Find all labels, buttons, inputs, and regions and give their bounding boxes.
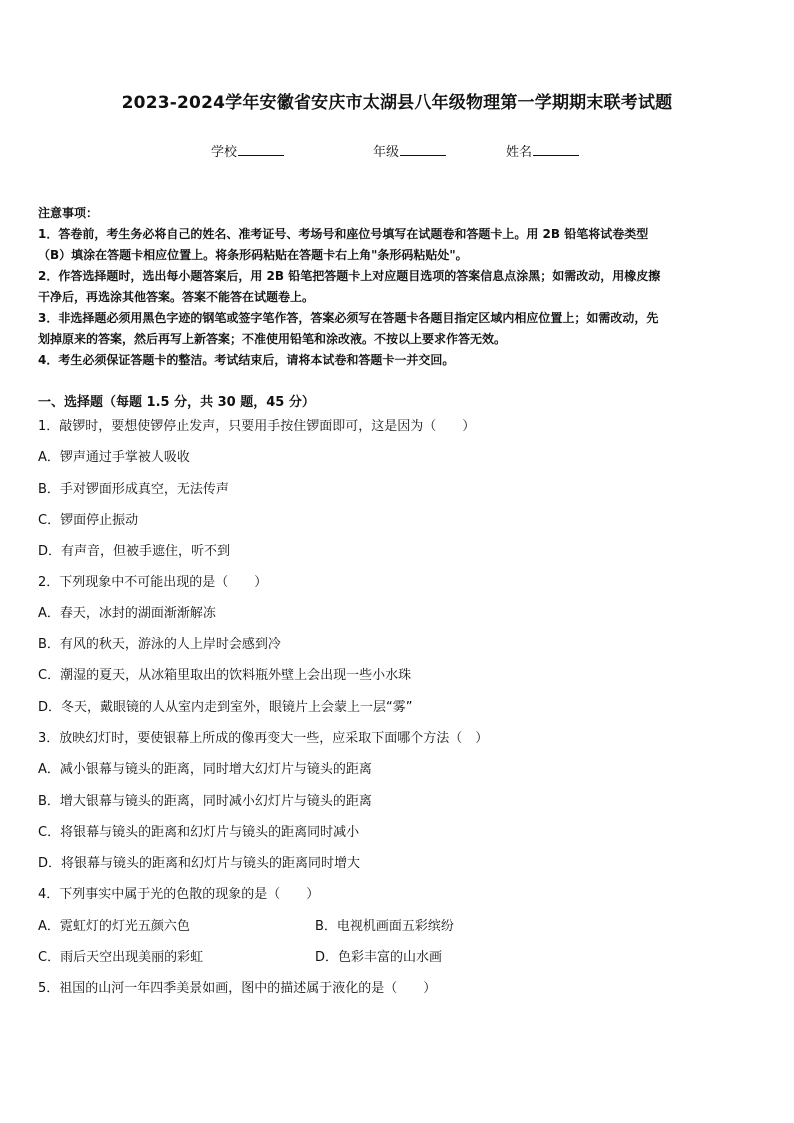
notes-heading: 注意事项： (38, 206, 99, 220)
school-blank[interactable] (238, 143, 284, 156)
question-1-option-d[interactable]: D．有声音，但被手遮住，听不到 (38, 544, 231, 559)
exam-title: 2023-2024学年安徽省安庆市太湖县八年级物理第一学期期末联考试题 (121, 93, 673, 113)
question-3-option-c[interactable]: C．将银幕与镜头的距离和幻灯片与镜头的距离同时减小 (38, 825, 360, 840)
note-line: 1．答卷前，考生务必将自己的姓名、准考证号、考场号和座位号填写在试题卷和答题卡上。用 2B 铅笔将试卷类型 (38, 227, 649, 241)
question-1-option-a[interactable]: A．锣声通过手掌被人吸收 (38, 450, 190, 465)
question-4-option-b[interactable]: B．电视机画面五彩缤纷 (315, 919, 454, 934)
question-3-option-a[interactable]: A．减小银幕与镜头的距离，同时增大幻灯片与镜头的距离 (38, 762, 372, 777)
note-line: 4．考生必须保证答题卡的整洁。考试结束后，请将本试卷和答题卡一并交回。 (38, 353, 455, 367)
question-4-option-a[interactable]: A．霓虹灯的灯光五颜六色 (38, 919, 190, 934)
grade-blank[interactable] (400, 143, 446, 156)
note-line: 干净后，再选涂其他答案。答案不能答在试题卷上。 (38, 290, 315, 304)
question-1-option-c[interactable]: C．锣面停止振动 (38, 513, 139, 528)
school-field[interactable] (211, 141, 284, 160)
note-line: 3．非选择题必须用黑色字迹的钢笔或签字笔作答，答案必须写在答题卡各题目指定区域内相应位置上；如需改动，先 (38, 311, 659, 325)
question-1-stem: 1．敲锣时，要想使锣停止发声，只要用手按住锣面即可，这是因为（ ） (38, 419, 476, 434)
question-2-option-b[interactable]: B．有风的秋天，游泳的人上岸时会感到冷 (38, 637, 281, 652)
notes-block (38, 203, 760, 371)
question-3-option-b[interactable]: B．增大银幕与镜头的距离，同时减小幻灯片与镜头的距离 (38, 794, 372, 809)
question-3-option-d[interactable]: D．将银幕与镜头的距离和幻灯片与镜头的距离同时增大 (38, 856, 361, 871)
question-2-stem: 2．下列现象中不可能出现的是（ ） (38, 575, 268, 590)
grade-label: 年级 (373, 145, 400, 160)
name-blank[interactable] (533, 143, 579, 156)
name-label: 姓名 (506, 145, 533, 160)
question-3-stem: 3．放映幻灯时，要使银幕上所成的像再变大一些，应采取下面哪个方法（ ） (38, 731, 489, 746)
question-2-option-a[interactable]: A．春天，冰封的湖面渐渐解冻 (38, 606, 216, 621)
question-4-option-d[interactable]: D．色彩丰富的山水画 (315, 950, 443, 965)
question-2-option-d[interactable]: D．冬天，戴眼镜的人从室内走到室外，眼镜片上会蒙上一层“雾” (38, 700, 413, 715)
question-2-option-c[interactable]: C．潮湿的夏天，从冰箱里取出的饮料瓶外壁上会出现一些小水珠 (38, 668, 412, 683)
name-field[interactable] (506, 141, 579, 160)
note-line: （B）填涂在答题卡相应位置上。将条形码粘贴在答题卡右上角"条形码粘贴处"。 (38, 248, 468, 262)
grade-field[interactable] (373, 141, 446, 160)
question-1-option-b[interactable]: B．手对锣面形成真空，无法传声 (38, 482, 229, 497)
section-heading: 一、选择题（每题 1.5 分，共 30 题，45 分） (38, 395, 315, 410)
question-5-stem: 5．祖国的山河一年四季美景如画，图中的描述属于液化的是（ ） (38, 981, 437, 996)
school-label: 学校 (211, 145, 238, 160)
note-line: 划掉原来的答案，然后再写上新答案；不准使用铅笔和涂改液。不按以上要求作答无效。 (38, 332, 507, 346)
question-4-stem: 4．下列事实中属于光的色散的现象的是（ ） (38, 887, 320, 902)
question-4-option-c[interactable]: C．雨后天空出现美丽的彩虹 (38, 950, 204, 965)
note-line: 2．作答选择题时，选出每小题答案后，用 2B 铅笔把答题卡上对应题目选项的答案信息点涂黑；如需改动，用橡皮擦 (38, 269, 661, 283)
